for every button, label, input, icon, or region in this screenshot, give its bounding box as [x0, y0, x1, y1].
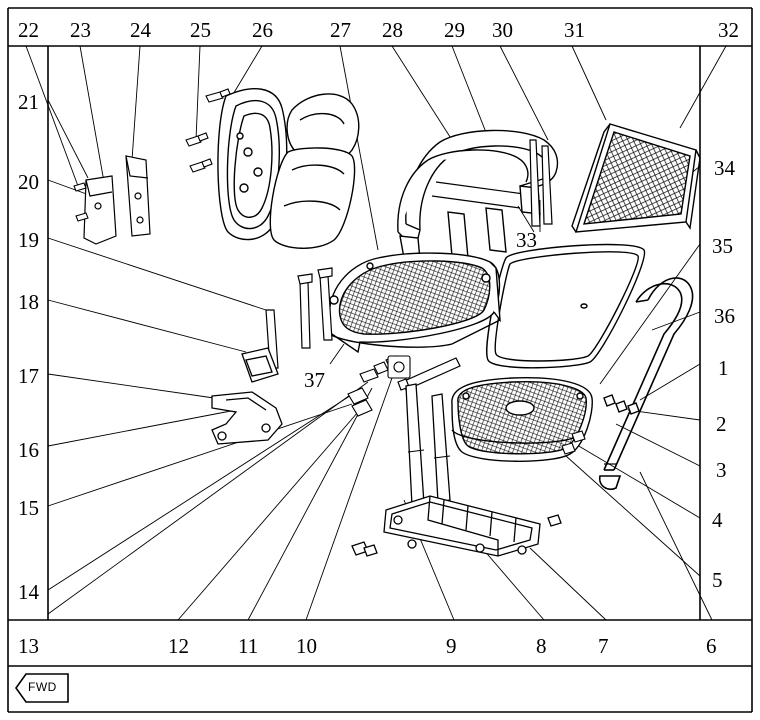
fwd-label: FWD: [28, 680, 57, 694]
callout-11: 11: [238, 634, 259, 658]
callout-5: 5: [712, 568, 723, 592]
callout-21: 21: [18, 90, 39, 114]
callout-25: 25: [190, 18, 211, 42]
callout-20: 20: [18, 170, 39, 194]
diagram-border: [8, 8, 752, 712]
callout-1: 1: [718, 356, 729, 380]
callout-17: 17: [18, 364, 39, 388]
callout-32: 32: [718, 18, 739, 42]
callout-14: 14: [18, 580, 39, 604]
part-seat-base-pan: [452, 378, 639, 462]
callout-29: 29: [444, 18, 465, 42]
part-bracket-lower-left: [212, 392, 282, 444]
callout-16: 16: [18, 438, 39, 462]
callout-22: 22: [18, 18, 39, 42]
callout-28: 28: [382, 18, 403, 42]
part-seat-mesh-frame: [326, 253, 500, 352]
callout-30: 30: [492, 18, 513, 42]
part-bracket-left: [84, 176, 116, 244]
callout-6: 6: [706, 634, 717, 658]
callout-13: 13: [18, 634, 39, 658]
callout-4: 4: [712, 508, 723, 532]
callout-3: 3: [716, 458, 727, 482]
callout-27: 27: [330, 18, 351, 42]
part-mesh-backrest: [572, 124, 700, 232]
callout-36: 36: [714, 304, 735, 328]
callout-31: 31: [564, 18, 585, 42]
callout-34: 34: [714, 156, 735, 180]
callout-33: 33: [516, 228, 537, 252]
part-seat-pad: [487, 245, 645, 368]
callout-19: 19: [18, 228, 39, 252]
part-rods-left: [266, 268, 332, 368]
part-vertical-rails: [406, 384, 450, 506]
callout-8: 8: [536, 634, 547, 658]
callout-24: 24: [130, 18, 151, 42]
callout-7: 7: [598, 634, 609, 658]
callout-10: 10: [296, 634, 317, 658]
callout-18: 18: [18, 290, 39, 314]
callout-26: 26: [252, 18, 273, 42]
callout-9: 9: [446, 634, 457, 658]
part-slide-rails: [352, 496, 561, 556]
callout-2: 2: [716, 412, 727, 436]
part-bracket-left-2: [126, 156, 150, 236]
callout-15: 15: [18, 496, 39, 520]
callout-37: 37: [304, 368, 325, 392]
callout-12: 12: [168, 634, 189, 658]
callout-35: 35: [712, 234, 733, 258]
callout-23: 23: [70, 18, 91, 42]
